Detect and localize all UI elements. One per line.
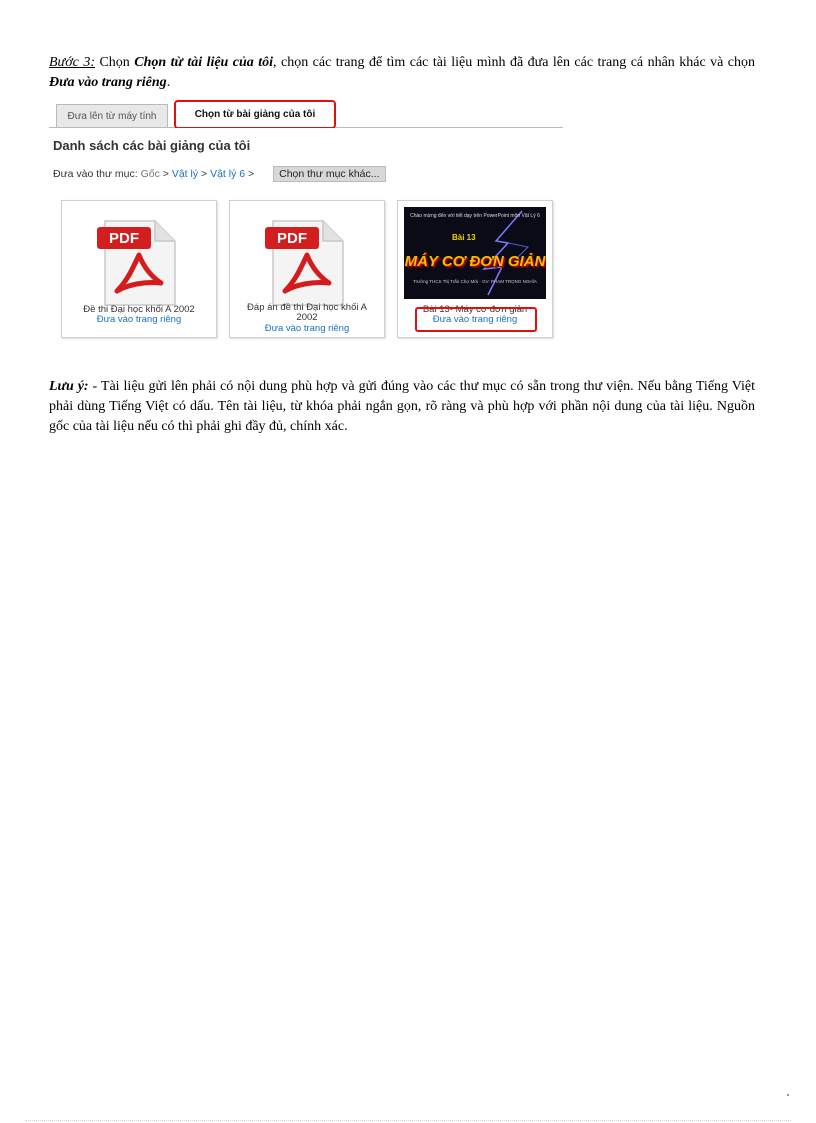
pdf-label: PDF xyxy=(109,230,139,247)
tab-upload-from-computer[interactable]: Đưa lên từ máy tính xyxy=(56,104,168,127)
breadcrumb-physics-6[interactable]: Vật lý 6 xyxy=(210,168,246,180)
page-bottom-border xyxy=(25,1120,791,1121)
slide-title: MÁY CƠ ĐƠN GIẢN xyxy=(404,253,546,270)
note-paragraph xyxy=(49,377,755,437)
pdf-file-icon xyxy=(265,215,349,309)
card-title: Đề thi Đại học khối A 2002 xyxy=(83,304,195,315)
step3-text-2: , chọn các trang để tìm các tài liệu mình đã đưa lên các trang cá nhân khác và chọn xyxy=(273,55,756,70)
step3-text-1: Chọn xyxy=(95,55,135,70)
slide-lesson: Bài 13 xyxy=(452,233,476,242)
lecture-list-heading: Danh sách các bài giảng của tôi xyxy=(53,138,251,153)
note-label: Lưu ý: xyxy=(49,379,89,394)
step3-emph-2: Đưa vào trang riêng xyxy=(49,75,167,90)
slide-bottom-text: Trường THCS Thị Trấn Chợ Mới · GV: PHẠM TRỌNG NGHĨA xyxy=(413,279,537,284)
slide-top-text: Chào mừng đến với tiết dạy trên PowerPoint môn Vật Lý 6 xyxy=(410,213,540,219)
breadcrumb-physics[interactable]: Vật lý xyxy=(171,168,199,180)
highlight-box xyxy=(415,307,537,332)
document-card[interactable] xyxy=(397,200,553,338)
lecture-list-panel xyxy=(49,128,563,343)
card-title: Bài 13- Máy cơ đơn giản xyxy=(422,304,528,315)
add-to-personal-page-link[interactable]: Đưa vào trang riêng xyxy=(96,314,182,325)
document-card[interactable] xyxy=(229,200,385,338)
pdf-file-icon xyxy=(97,215,181,309)
folder-breadcrumb xyxy=(53,166,386,182)
document-card[interactable] xyxy=(61,200,217,338)
add-to-personal-page-link[interactable]: Đưa vào trang riêng xyxy=(432,314,518,325)
card-title: Đáp án đề thi Đại học khối A 2002 xyxy=(247,302,367,323)
note-text: - Tài liệu gửi lên phải có nội dung phù hợp và gửi đúng vào các thư mục có sẵn trong thư viện. Nếu bằng Tiếng Việt phải dùng Tiếng Việt có dấu. Tên tài liệu, từ khóa phải ngắn gọn, rõ ràng và phù hợp với phần nội dung của tài liệu. Nguồn gốc của tài liệu nếu có thì phải ghi đầy đủ, chính xác. xyxy=(49,379,756,434)
tab-choose-my-lectures[interactable]: Chọn từ bài giảng của tôi xyxy=(174,100,336,129)
page-mark xyxy=(787,1094,789,1096)
embedded-screenshot xyxy=(49,99,563,343)
slide-thumbnail xyxy=(404,207,546,299)
add-to-personal-page-link[interactable]: Đưa vào trang riêng xyxy=(264,323,350,334)
step3-label: Bước 3: xyxy=(49,55,95,70)
pdf-label: PDF xyxy=(277,230,307,247)
breadcrumb-separator: > xyxy=(162,168,169,180)
step3-paragraph xyxy=(49,53,755,93)
breadcrumb-separator: > xyxy=(248,168,255,180)
choose-other-folder-button[interactable]: Chọn thư mục khác... xyxy=(273,166,385,182)
step3-text-3: . xyxy=(166,75,171,90)
breadcrumb-separator: > xyxy=(201,168,208,180)
breadcrumb-root[interactable]: Gốc xyxy=(140,168,160,180)
step3-emph-1: Chọn từ tài liệu của tôi xyxy=(134,55,274,70)
folder-label: Đưa vào thư mục: xyxy=(53,168,138,180)
tab-bar xyxy=(49,99,563,128)
